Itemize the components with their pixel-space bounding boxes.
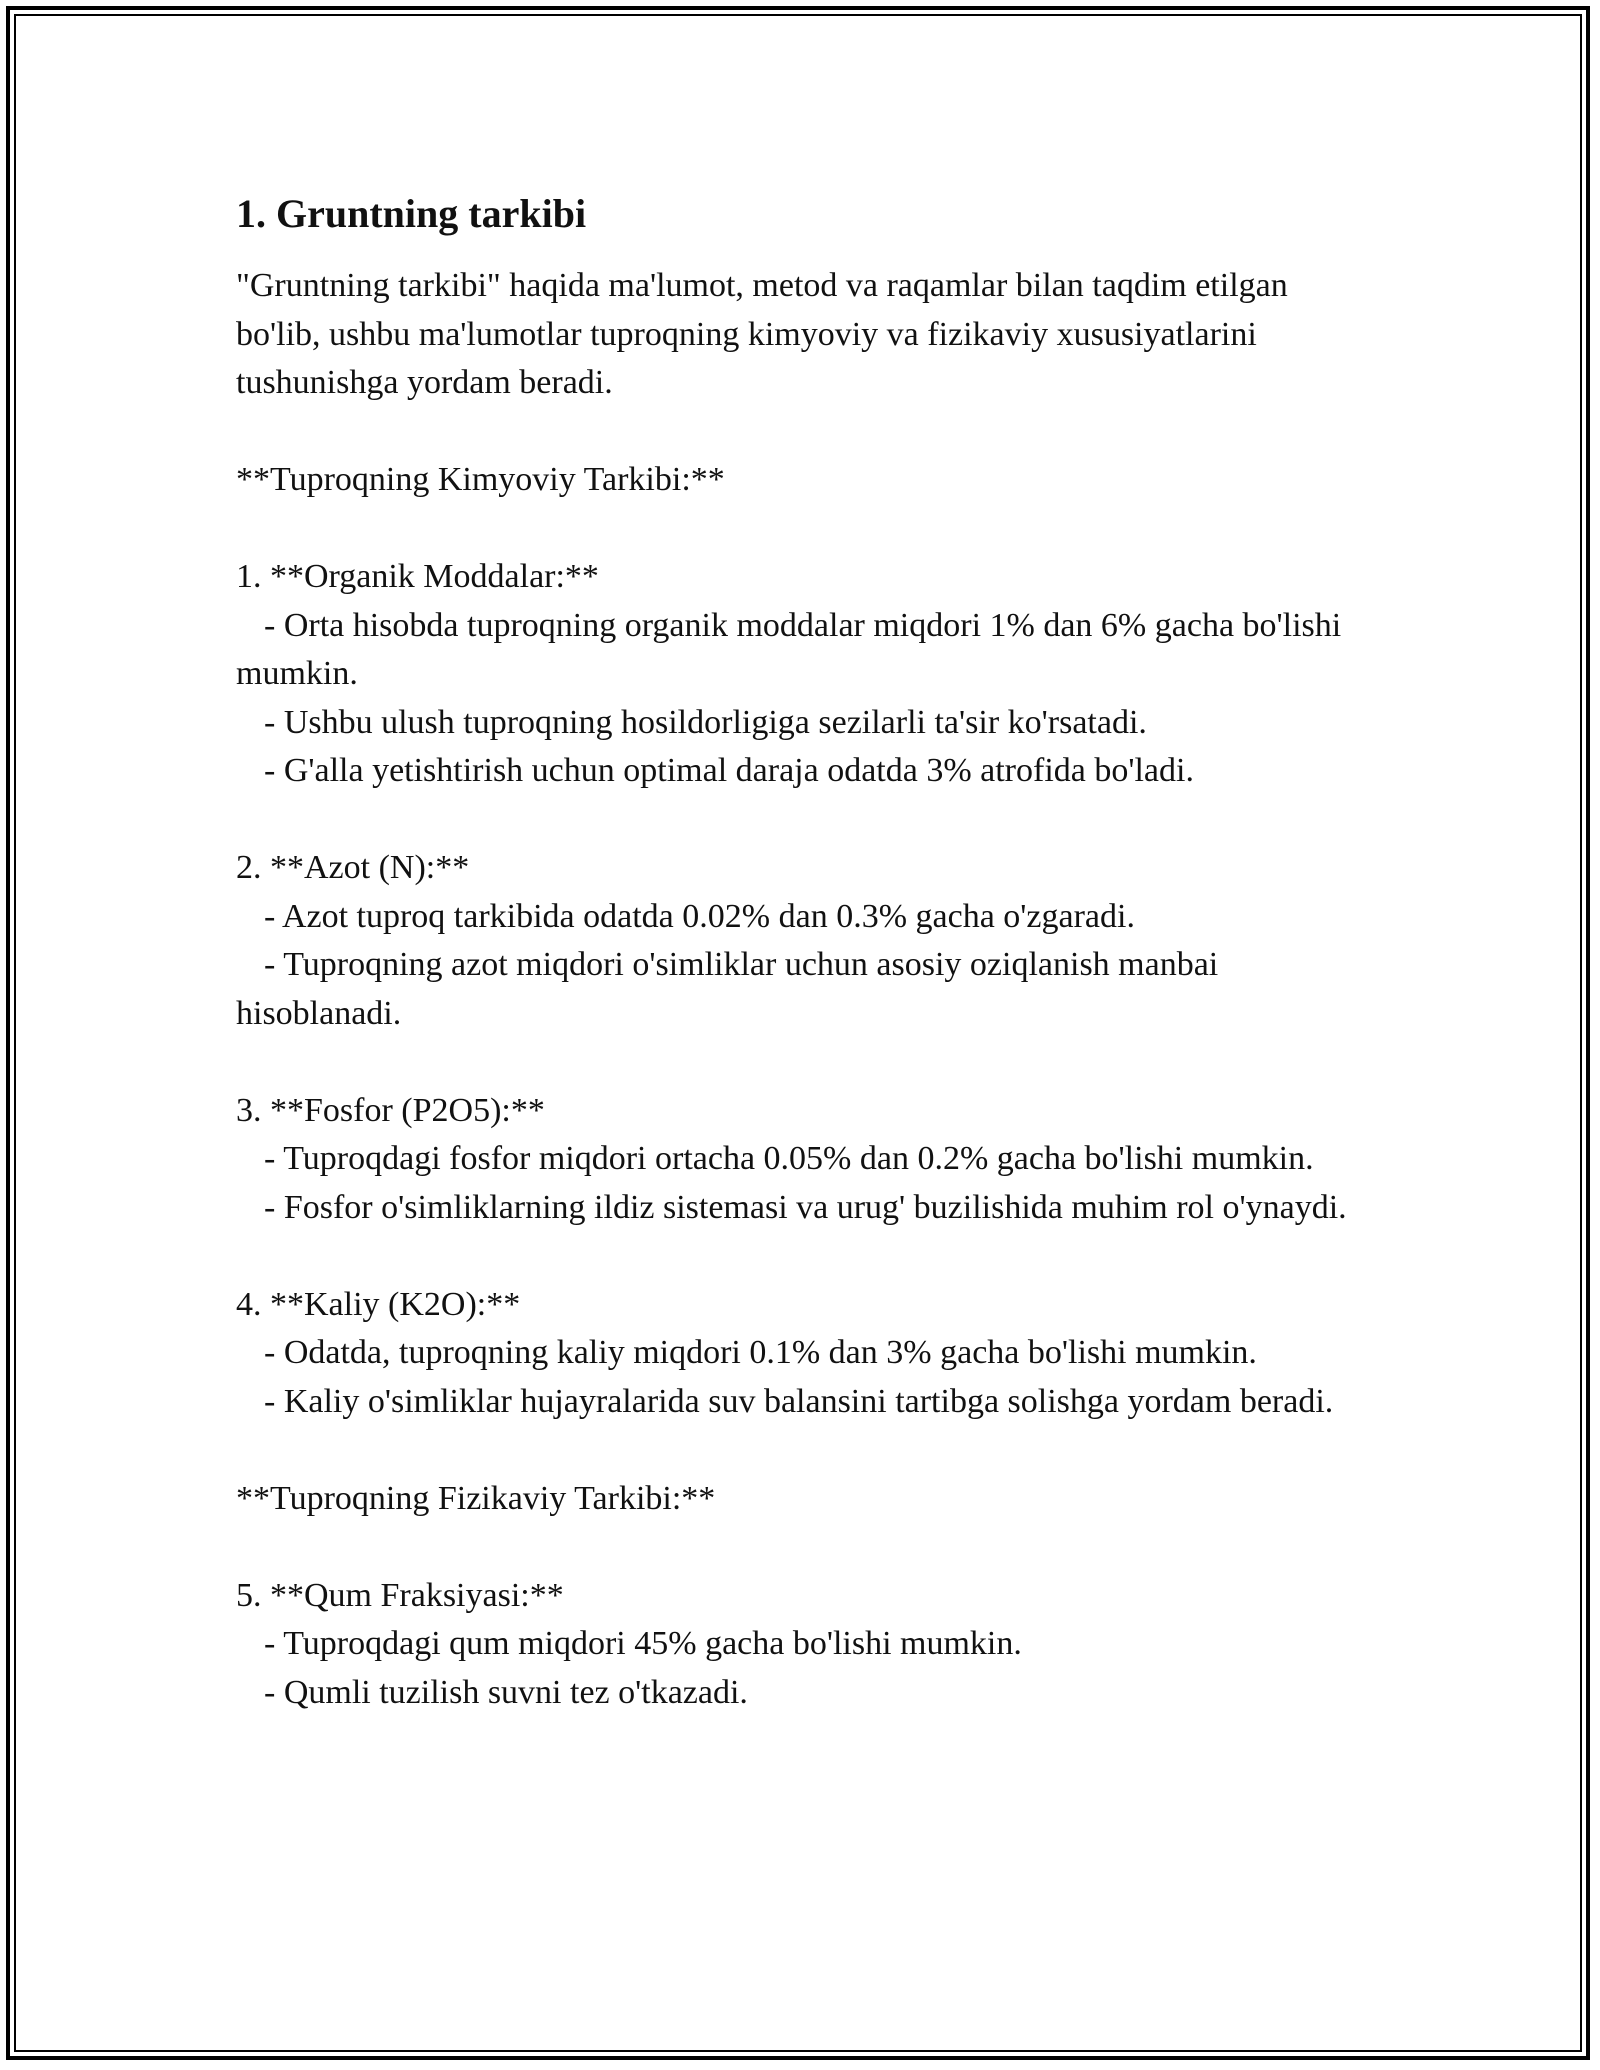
list-item: - Tuproqdagi qum miqdori 45% gacha bo'lishi mumkin. — [264, 1625, 1022, 1662]
list-item: - G'alla yetishtirish uchun optimal daraja odatda 3% atrofida bo'ladi. — [264, 752, 1194, 789]
spacer — [236, 1523, 1376, 1572]
list-item: - Fosfor o'simliklarning ildiz sistemasi va urug' buzilishida muhim rol o'ynaydi. — [264, 1188, 1347, 1226]
item-title-organic: 1. **Organik Moddalar:** — [236, 558, 599, 595]
list-item: - Orta hisobda tuproqning organik moddalar miqdori 1% dan 6% gacha bo'lishi mumkin. — [236, 606, 1342, 692]
document-body — [236, 186, 1376, 1717]
page-title: 1. Gruntning tarkibi — [236, 191, 587, 236]
physical-heading: **Tuproqning Fizikaviy Tarkibi:** — [236, 1479, 716, 1517]
item-title-nitrogen: 2. **Azot (N):** — [236, 849, 470, 886]
list-item: - Qumli tuzilish suvni tez o'tkazadi. — [264, 1673, 748, 1711]
item-title-sand: 5. **Qum Fraksiyasi:** — [236, 1576, 564, 1614]
list-item: - Tuproqdagi fosfor miqdori ortacha 0.05% dan 0.2% gacha bo'lishi mumkin. — [264, 1140, 1314, 1177]
spacer — [236, 505, 1376, 554]
spacer — [236, 1426, 1376, 1475]
spacer — [236, 1232, 1376, 1281]
list-item: - Kaliy o'simliklar hujayralarida suv balansini tartibga solishga yordam beradi. — [264, 1382, 1334, 1420]
spacer — [236, 408, 1376, 457]
spacer — [236, 796, 1376, 845]
list-item: - Ushbu ulush tuproqning hosildorligiga sezilarli ta'sir ko'rsatadi. — [264, 703, 1147, 741]
spacer — [236, 1038, 1376, 1087]
chemical-heading: **Tuproqning Kimyoviy Tarkibi:** — [236, 461, 725, 498]
intro-paragraph: "Gruntning tarkibi" haqida ma'lumot, metod va raqamlar bilan taqdim etilgan bo'lib, ushbu ma'lumotlar tuproqning kimyoviy va fizikaviy xususiyatlarini tushunishga yordam beradi. — [236, 267, 1288, 401]
list-item: - Azot tuproq tarkibida odatda 0.02% dan 0.3% gacha o'zgaradi. — [264, 897, 1135, 935]
list-item: - Odatda, tuproqning kaliy miqdori 0.1% dan 3% gacha bo'lishi mumkin. — [264, 1334, 1257, 1371]
item-title-phosphorus: 3. **Fosfor (P2O5):** — [236, 1091, 545, 1129]
item-title-potassium: 4. **Kaliy (K2O):** — [236, 1285, 521, 1323]
list-item: - Tuproqning azot miqdori o'simliklar uchun asosiy oziqlanish manbai hisoblanadi. — [236, 946, 1219, 1032]
